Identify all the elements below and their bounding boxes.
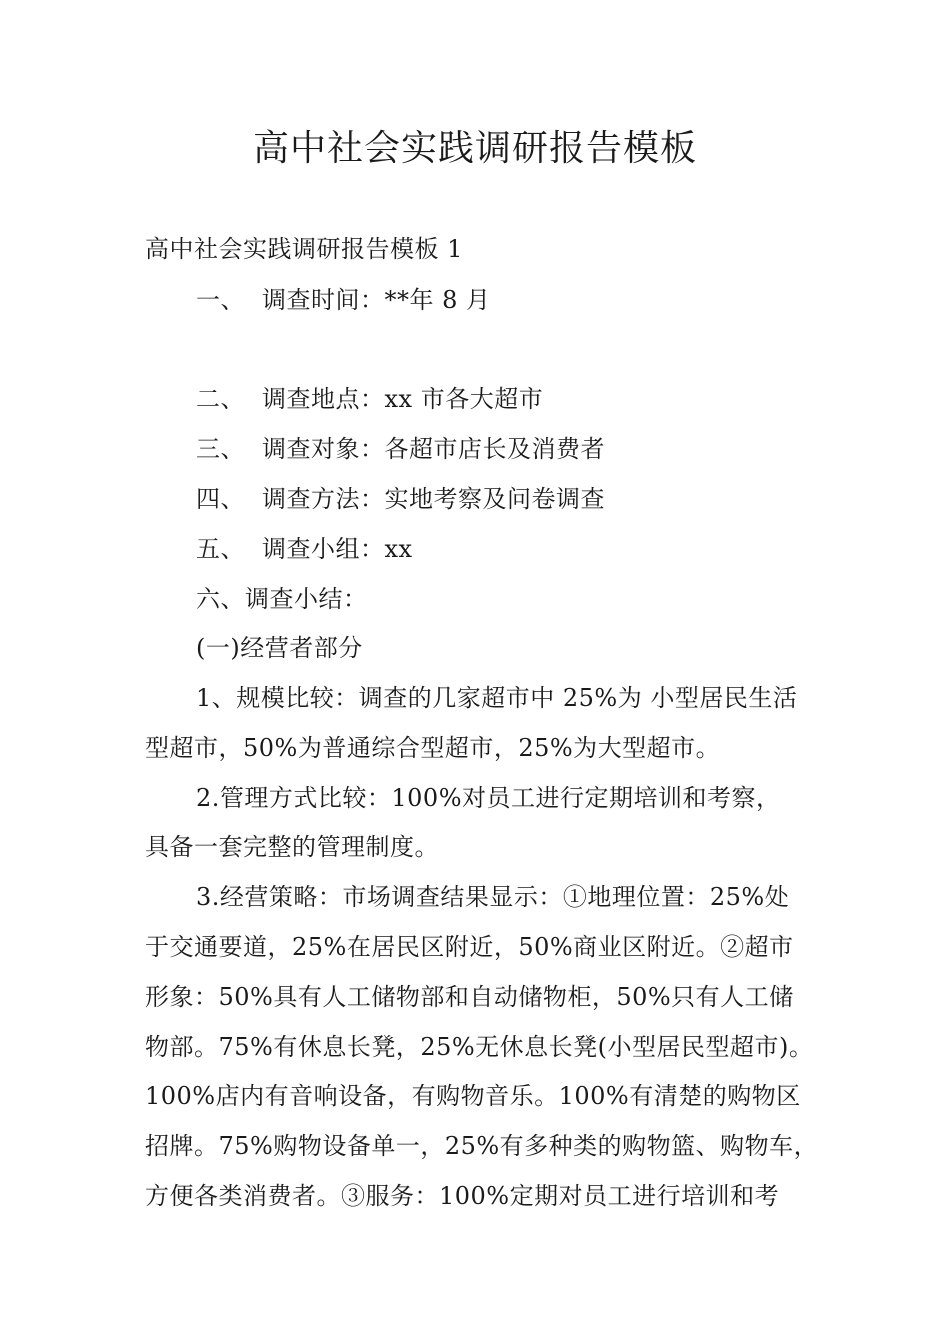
paragraph-line: 型超市，50%为普通综合型超市，25%为大型超市。: [145, 734, 721, 762]
list-item-number: 一、: [196, 286, 245, 314]
list-item-text: 调查地点：xx 市各大超市: [262, 385, 544, 413]
paragraph-line: 于交通要道，25%在居民区附近，50%商业区附近。②超市: [145, 933, 794, 961]
paragraph-line: 1、规模比较：调查的几家超市中 25%为 小型居民生活: [196, 684, 798, 712]
paragraph-line: 形象：50%具有人工储物部和自动储物柜，50%只有人工储: [145, 983, 794, 1011]
paragraph-line: 100%店内有音响设备，有购物音乐。100%有清楚的购物区: [145, 1082, 801, 1110]
list-item-text: 调查方法：实地考察及问卷调查: [262, 485, 605, 513]
list-item: [196, 382, 543, 416]
paragraph-line: 招牌。75%购物设备单一，25%有多种类的购物篮、购物车，: [145, 1132, 819, 1160]
paragraph-line: 3.经营策略：市场调查结果显示：①地理位置：25%处: [196, 883, 790, 911]
section-heading: (一)经营者部分: [196, 634, 363, 662]
paragraph-line: 2.管理方式比较：100%对员工进行定期培训和考察，: [196, 784, 781, 812]
list-item-text: 调查对象：各超市店长及消费者: [262, 435, 605, 463]
paragraph-line: 物部。75%有休息长凳，25%无休息长凳(小型居民型超市)。: [145, 1033, 814, 1061]
list-item: [196, 283, 491, 317]
document-subtitle: 高中社会实践调研报告模板 1: [145, 235, 463, 263]
list-item-text: 调查小组：xx: [262, 535, 413, 563]
list-item: [196, 432, 605, 466]
list-item-number: 五、: [196, 535, 245, 563]
document-title: 高中社会实践调研报告模板: [252, 128, 697, 169]
list-item-number: 二、: [196, 385, 245, 413]
list-item: [196, 482, 605, 516]
list-item-text: 调查时间：**年 8 月: [262, 286, 491, 314]
paragraph-line: 具备一套完整的管理制度。: [145, 833, 439, 861]
list-item-number: 四、: [196, 485, 245, 513]
summary-heading: 六、调查小结：: [196, 585, 368, 613]
list-item-number: 三、: [196, 435, 245, 463]
paragraph-line: 方便各类消费者。③服务：100%定期对员工进行培训和考: [145, 1182, 780, 1210]
list-item: [196, 532, 413, 566]
